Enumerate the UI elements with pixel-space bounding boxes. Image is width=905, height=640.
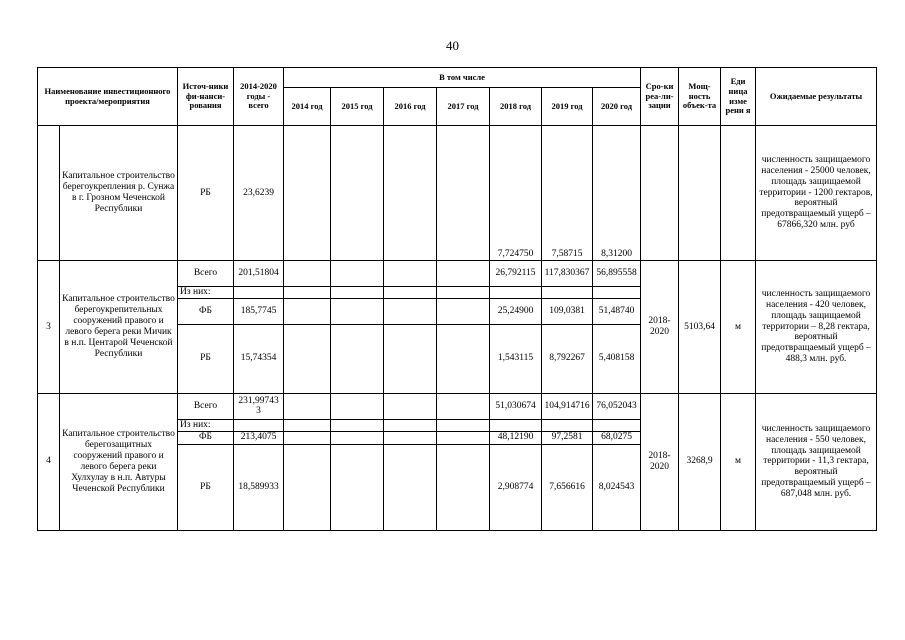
cell-terms: 2018-2020 — [641, 261, 679, 394]
cell-2015 — [331, 298, 384, 324]
cell-2017 — [437, 261, 490, 287]
cell-2016 — [384, 261, 437, 287]
header-year-2019: 2019 год — [542, 88, 593, 126]
cell-2016 — [384, 324, 437, 393]
cell-2019: 104,914716 — [542, 393, 593, 419]
cell-2020: 56,895558 — [593, 261, 641, 287]
cell-2017 — [437, 431, 490, 444]
header-year-2018: 2018 год — [490, 88, 542, 126]
cell-unit — [721, 126, 756, 261]
cell-2014 — [284, 298, 331, 324]
cell-unit: м — [721, 261, 756, 394]
table-row — [38, 393, 877, 419]
header-results: Ожидаемые результаты — [756, 68, 877, 126]
project-name: Капитальное строительство берегоукрепления р. Сунжа в г. Грозном Чеченской Республики — [60, 126, 178, 261]
cell-total: 15,74354 — [234, 324, 284, 393]
cell-2019 — [542, 419, 593, 431]
cell-total: 185,7745 — [234, 298, 284, 324]
cell-2017 — [437, 287, 490, 299]
header-year-2016: 2016 год — [384, 88, 437, 126]
cell-total — [234, 287, 284, 299]
cell-2015 — [331, 261, 384, 287]
cell-2020: 8,024543 — [593, 444, 641, 530]
cell-total: 23,6239 — [234, 126, 284, 261]
cell-2016 — [384, 444, 437, 530]
cell-2015 — [331, 287, 384, 299]
cell-2019: 117,830367 — [542, 261, 593, 287]
cell-2018 — [490, 419, 542, 431]
cell-terms — [641, 126, 679, 261]
cell-2018: 25,24900 — [490, 298, 542, 324]
project-name: Капитальное строительство берегозащитных сооружений правого и левого берега реки Хулхулау в н.п. Автуры Чеченской Республики — [60, 393, 178, 530]
cell-source: Всего — [178, 393, 234, 419]
header-year-2020: 2020 год — [593, 88, 641, 126]
cell-2018: 48,12190 — [490, 431, 542, 444]
cell-2015 — [331, 393, 384, 419]
cell-terms: 2018-2020 — [641, 393, 679, 530]
cell-2017 — [437, 444, 490, 530]
header-terms: Сро-ки реа-ли-зации — [641, 68, 679, 126]
table-row — [38, 126, 877, 261]
cell-2017 — [437, 126, 490, 261]
cell-total: 18,589933 — [234, 444, 284, 530]
cell-2015 — [331, 419, 384, 431]
cell-2020: 51,48740 — [593, 298, 641, 324]
table-row — [38, 261, 877, 287]
cell-2018 — [490, 287, 542, 299]
cell-unit: м — [721, 393, 756, 530]
cell-2019: 7,58715 — [542, 126, 593, 261]
cell-2020 — [593, 287, 641, 299]
cell-source: Из них: — [178, 419, 234, 431]
cell-2016 — [384, 287, 437, 299]
cell-capacity — [679, 126, 721, 261]
cell-2016 — [384, 393, 437, 419]
cell-2018: 1,543115 — [490, 324, 542, 393]
cell-2014 — [284, 419, 331, 431]
cell-2018: 51,030674 — [490, 393, 542, 419]
cell-results: численность защищаемого населения - 420 человек, площадь защищаемой территории – 8,28 гектара, вероятный предотвращаемый ущерб – 488,3 млн. руб. — [756, 261, 877, 394]
cell-capacity: 3268,9 — [679, 393, 721, 530]
cell-source: РБ — [178, 444, 234, 530]
cell-2017 — [437, 393, 490, 419]
cell-2014 — [284, 393, 331, 419]
header-source: Источ-ники фи-нанси-рования — [178, 68, 234, 126]
cell-2016 — [384, 431, 437, 444]
project-name: Капитальное строительство берегоукрепительных сооружений правого и левого берега реки Мичик в н.п. Центарой Чеченской Республики — [60, 261, 178, 394]
cell-2016 — [384, 126, 437, 261]
cell-2014 — [284, 287, 331, 299]
cell-source: ФБ — [178, 298, 234, 324]
cell-2020: 8,31200 — [593, 126, 641, 261]
cell-2019: 109,0381 — [542, 298, 593, 324]
cell-2020: 68,0275 — [593, 431, 641, 444]
cell-2019: 97,2581 — [542, 431, 593, 444]
cell-2015 — [331, 431, 384, 444]
cell-2014 — [284, 444, 331, 530]
cell-2014 — [284, 261, 331, 287]
investment-projects-table — [37, 67, 877, 531]
cell-2017 — [437, 298, 490, 324]
cell-2014 — [284, 126, 331, 261]
project-number — [38, 126, 60, 261]
cell-2017 — [437, 324, 490, 393]
cell-2015 — [331, 444, 384, 530]
header-capacity: Мощ-ность объек-та — [679, 68, 721, 126]
project-number: 4 — [38, 393, 60, 530]
cell-2018: 2,908774 — [490, 444, 542, 530]
cell-2014 — [284, 431, 331, 444]
cell-total: 201,51804 — [234, 261, 284, 287]
cell-2020 — [593, 419, 641, 431]
header-year-2014: 2014 год — [284, 88, 331, 126]
header-year-2017: 2017 год — [437, 88, 490, 126]
cell-capacity: 5103,64 — [679, 261, 721, 394]
cell-total — [234, 419, 284, 431]
cell-source: РБ — [178, 126, 234, 261]
cell-2018: 7,724750 — [490, 126, 542, 261]
cell-source: ФБ — [178, 431, 234, 444]
cell-2017 — [437, 419, 490, 431]
cell-2016 — [384, 419, 437, 431]
cell-results: численность защищаемого населения - 550 человек, площадь защищаемой территории - 11,3 гектара, вероятный предотвращаемый ущерб – 687,048 млн. руб. — [756, 393, 877, 530]
cell-2016 — [384, 298, 437, 324]
project-number: 3 — [38, 261, 60, 394]
cell-2019: 7,656616 — [542, 444, 593, 530]
header-including: В том числе — [284, 68, 641, 88]
cell-2020: 5,408158 — [593, 324, 641, 393]
cell-total: 231,997433 — [234, 393, 284, 419]
page-number: 40 — [446, 38, 459, 53]
header-name: Наименование инвестиционного проекта/мероприятия — [38, 68, 178, 126]
cell-2019: 8,792267 — [542, 324, 593, 393]
cell-2019 — [542, 287, 593, 299]
cell-2018: 26,792115 — [490, 261, 542, 287]
cell-2014 — [284, 324, 331, 393]
cell-2020: 76,052043 — [593, 393, 641, 419]
header-unit: Еди ница изме рени я — [721, 68, 756, 126]
cell-source: РБ — [178, 324, 234, 393]
cell-source: Всего — [178, 261, 234, 287]
header-total: 2014-2020 годы - всего — [234, 68, 284, 126]
header-year-2015: 2015 год — [331, 88, 384, 126]
cell-total: 213,4075 — [234, 431, 284, 444]
cell-results: численность защищаемого населения - 25000 человек, площадь защищаемой территории - 1200 гектаров, вероятный предотвращаемый ущерб – 67866,320 млн. руб — [756, 126, 877, 261]
cell-source: Из них: — [178, 287, 234, 299]
header-row-1 — [38, 68, 877, 88]
cell-2015 — [331, 126, 384, 261]
cell-2015 — [331, 324, 384, 393]
